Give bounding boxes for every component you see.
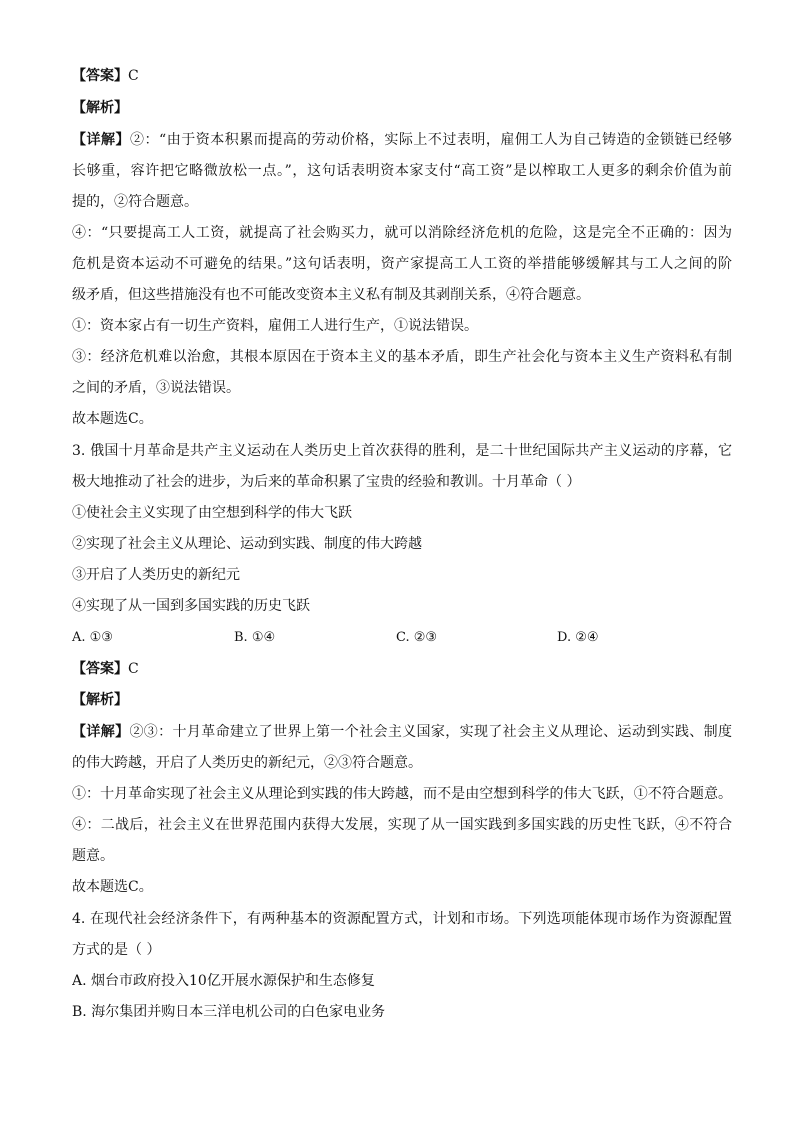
q4-option-b: B. 海尔集团并购日本三洋电机公司的白色家电业务	[72, 1004, 386, 1020]
answer-tag: 【答案】	[72, 68, 128, 84]
detail-text: ②：“由于资本积累而提高的劳动价格，实际上不过表明，雇佣工人为自己铸造的金锁链已经够	[130, 132, 732, 148]
q3-analysis-tag: 【解析】	[72, 692, 128, 708]
q2-detail-line: ④：“只要提高工人工资，就提高了社会购买力，就可以消除经济危机的危险，这是完全不正确的：因为	[72, 225, 732, 241]
q4-option-a: A. 烟台市政府投入10亿开展水源保护和生态修复	[72, 973, 375, 989]
q3-stem-line: 3. 俄国十月革命是共产主义运动在人类历史上首次获得的胜利，是二十世纪国际共产主义运动的序幕，它	[72, 443, 732, 459]
detail-text: ②③：十月革命建立了世界上第一个社会主义国家，实现了社会主义从理论、运动到实践、制度	[129, 724, 732, 740]
q3-detail-line: 的伟大跨越，开启了人类历史的新纪元，②③符合题意。	[72, 755, 422, 771]
q2-detail-line: 危机是资本运动不可避免的结果。”这句话表明，资产家提高工人工资的举措能够缓解其与工人之间的阶	[72, 256, 732, 272]
q3-option-d: D. ②④	[557, 630, 599, 645]
q3-statement: ①使社会主义实现了由空想到科学的伟大飞跃	[72, 505, 352, 521]
detail-tag: 【详解】	[72, 724, 130, 740]
q3-detail-line: ①：十月革命实现了社会主义从理论到实践的伟大跨越，而不是由空想到科学的伟大飞跃，①不符合题意。	[72, 786, 732, 802]
q2-detail-line: ③：经济危机难以治愈，其根本原因在于资本主义的基本矛盾，即生产社会化与资本主义生产资料私有制	[72, 349, 732, 365]
q3-detail-line	[72, 722, 732, 742]
q3-stem-line: 极大地推动了社会的进步，为后来的革命积累了宝贵的经验和教训。十月革命（ ）	[72, 474, 581, 490]
q4-stem-line: 4. 在现代社会经济条件下，有两种基本的资源配置方式，计划和市场。下列选项能体现市场作为资源配置	[72, 911, 732, 927]
q2-detail-line: 之间的矛盾，③说法错误。	[72, 380, 240, 396]
q2-analysis-tag: 【解析】	[72, 100, 128, 116]
q3-option-a: A. ①③	[72, 630, 113, 645]
q3-statement: ③开启了人类历史的新纪元	[72, 567, 240, 583]
q3-statement: ④实现了从一国到多国实践的历史飞跃	[72, 598, 310, 614]
answer-value: C	[128, 661, 139, 677]
q3-answer	[72, 659, 732, 679]
q3-option-b: B. ①④	[234, 630, 276, 645]
q2-detail-line: 级矛盾，但这些措施没有也不可能改变资本主义私有制及其剥削关系，④符合题意。	[72, 287, 590, 303]
q2-detail-line	[72, 130, 732, 150]
detail-tag: 【详解】	[72, 132, 131, 148]
q3-conclusion: 故本题选C。	[72, 879, 153, 895]
q4-stem-line: 方式的是（ ）	[72, 942, 161, 958]
q2-detail-line: 提的，②符合题意。	[72, 194, 198, 210]
q3-statement: ②实现了社会主义从理论、运动到实践、制度的伟大跨越	[72, 536, 422, 552]
q2-answer	[72, 66, 732, 86]
q3-detail-line: 题意。	[72, 848, 114, 864]
answer-value: C	[128, 68, 139, 84]
q2-conclusion: 故本题选C。	[72, 411, 153, 427]
q2-detail-line: 长够重，容许把它略微放松一点。”，这句话表明资本家支付“高工资”是以榨取工人更多的剩余价值为前	[72, 163, 732, 179]
q3-detail-line: ④：二战后，社会主义在世界范围内获得大发展，实现了从一国实践到多国实践的历史性飞跃，④不符合	[72, 817, 732, 833]
q3-option-c: C. ②③	[396, 630, 438, 645]
q2-detail-line: ①：资本家占有一切生产资料，雇佣工人进行生产，①说法错误。	[72, 318, 478, 334]
answer-tag: 【答案】	[72, 661, 128, 677]
